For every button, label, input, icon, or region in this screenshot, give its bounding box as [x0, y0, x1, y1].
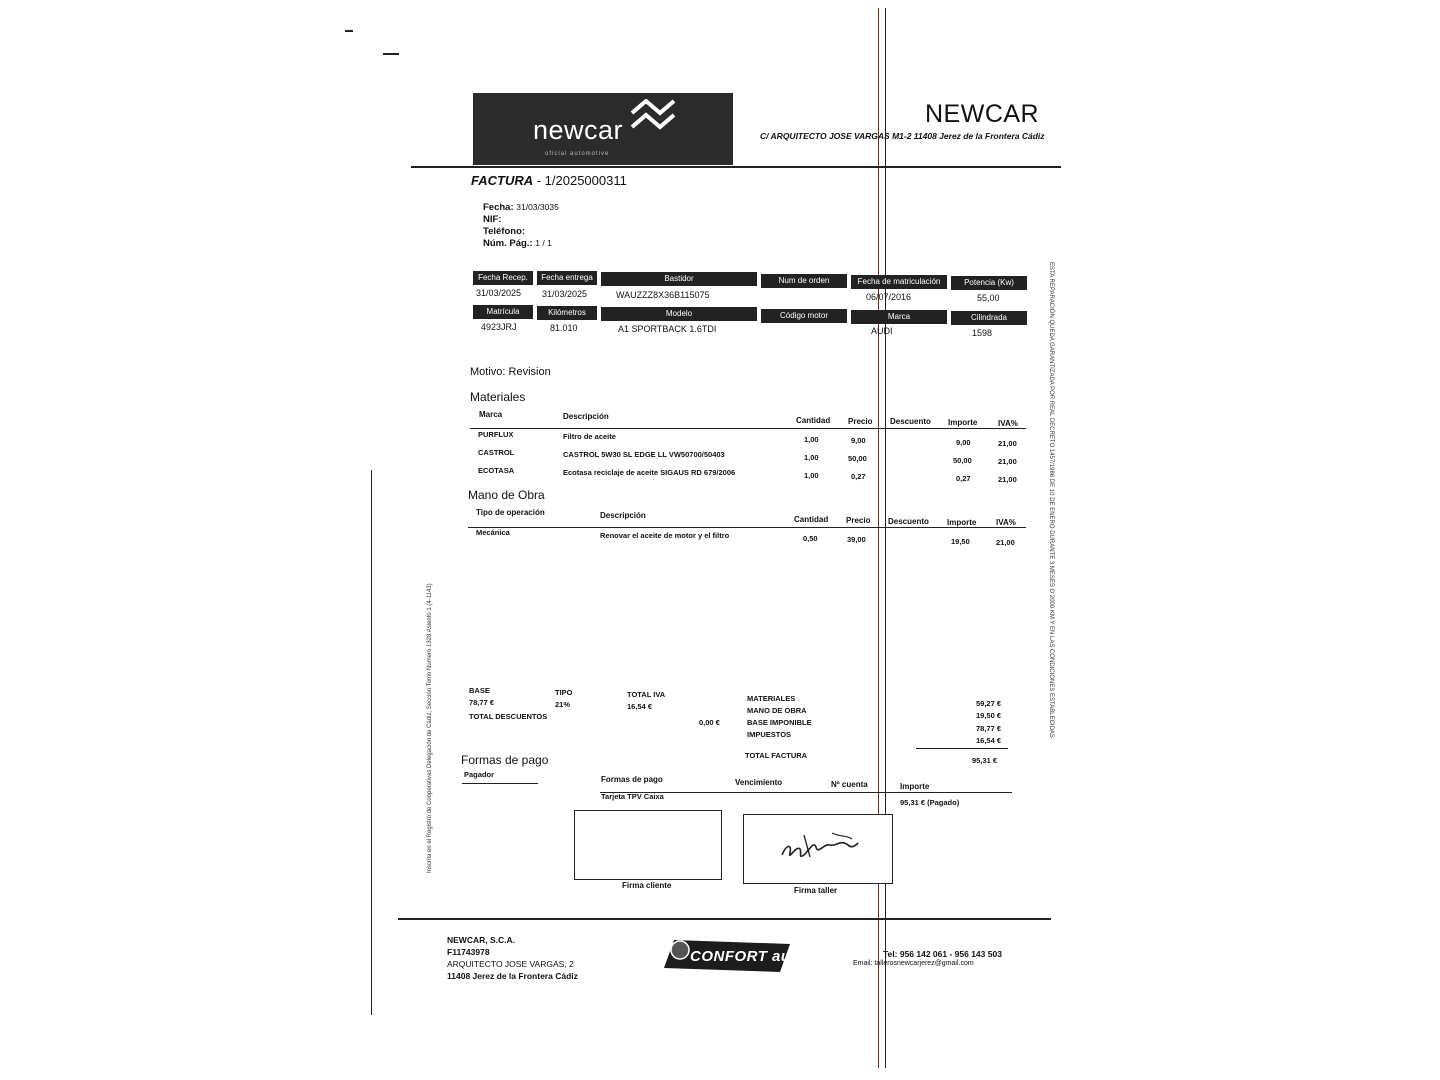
cell: CASTROL	[478, 448, 515, 457]
telefono-label: Teléfono:	[483, 226, 526, 237]
vehicle-value: 81.010	[550, 323, 578, 333]
base-label: BASE	[469, 686, 490, 695]
materiales-header: Descuento	[890, 417, 931, 426]
paginas-row	[483, 238, 552, 249]
total-descuentos-label: TOTAL DESCUENTOS	[469, 712, 548, 721]
materiales-divider	[470, 428, 1026, 429]
materiales-header: Descripción	[563, 412, 609, 421]
logo-tagline: oficial automotive	[545, 151, 610, 157]
summary-label: BASE IMPONIBLE	[747, 718, 812, 727]
vehicle-value: A1 SPORTBACK 1.6TDI	[618, 324, 717, 334]
total-factura-value: 95,31 €	[972, 756, 998, 765]
scan-mark	[345, 30, 353, 32]
logo-mark-icon	[630, 99, 676, 133]
vehicle-header: Fecha entrega	[537, 271, 597, 285]
materiales-title: Materiales	[470, 390, 526, 404]
side-note-left: Inscrita en el Registro de Cooperativas Delegación de Cádiz, Sección Tomo Número 1328 Asiento 1 (4-1143)	[427, 583, 433, 873]
footer-city: 11408 Jerez de la Frontera Cádiz	[447, 971, 578, 981]
vehicle-header: Código motor	[761, 309, 847, 323]
vehicle-header: Fecha de matriculación	[851, 275, 947, 289]
brand-name: NEWCAR	[925, 100, 1040, 128]
cell: 0,27	[851, 472, 866, 481]
cell: Ecotasa reciclaje de aceite SIGAUS RD 679/2006	[563, 468, 736, 477]
signature-icon	[744, 815, 892, 883]
paginas-label: Núm. Pág.:	[483, 238, 533, 249]
cell: Mecánica	[476, 528, 510, 537]
vehicle-value: 4923JRJ	[481, 322, 517, 332]
pago-header: Importe	[900, 782, 930, 791]
fecha-value: 31/03/3035	[516, 202, 559, 212]
vehicle-header: Bastidor	[601, 272, 757, 286]
newcar-logo	[473, 93, 733, 165]
pago-header: Formas de pago	[601, 775, 663, 784]
summary-value: 59,27 €	[976, 699, 1002, 708]
materiales-header: IVA%	[998, 419, 1018, 428]
total-descuentos-value: 0,00 €	[699, 718, 720, 727]
mano-obra-header: Importe	[947, 518, 977, 527]
cell: 21,00	[998, 439, 1017, 448]
firma-cliente-box	[574, 810, 722, 880]
tipo-label: TIPO	[555, 688, 573, 697]
summary-label: IMPUESTOS	[747, 730, 792, 739]
firma-cliente-label: Firma cliente	[622, 881, 672, 890]
cell: 9,00	[851, 436, 866, 445]
cell: 21,00	[998, 475, 1017, 484]
confort-auto-text: CONFORT auto	[690, 948, 806, 965]
company-address: C/ ARQUITECTO JOSE VARGAS M1-2 11408 Jerez de la Frontera Cádiz	[760, 131, 1045, 141]
mano-obra-header: Precio	[846, 516, 871, 525]
pago-importe: 95,31 € (Pagado)	[900, 798, 960, 807]
pago-header: Vencimiento	[735, 778, 783, 787]
footer-phone: Tel: 956 142 061 - 956 143 503	[883, 949, 1002, 959]
cell: PURFLUX	[478, 430, 514, 439]
vehicle-header: Matrícula	[473, 305, 533, 319]
cell: 9,00	[956, 438, 971, 447]
cell: 21,00	[998, 457, 1017, 466]
vehicle-value: WAUZZZ8X36B115075	[616, 290, 710, 300]
mano-obra-header: Tipo de operación	[476, 508, 545, 517]
vehicle-header: Fecha Recep.	[473, 271, 533, 285]
cell: 19,50	[951, 537, 970, 546]
total-iva-label: TOTAL IVA	[627, 690, 666, 699]
pago-header: Nº cuenta	[831, 780, 868, 789]
mano-obra-divider	[468, 527, 1026, 528]
base-value: 78,77 €	[469, 698, 495, 707]
summary-value: 78,77 €	[976, 724, 1002, 733]
invoice-number: - 1/2025000311	[533, 173, 627, 188]
pagador-label: Pagador	[464, 770, 495, 779]
cell: 1,00	[804, 453, 819, 462]
vehicle-value: 06/07/2016	[866, 292, 912, 302]
vehicle-header: Kilómetros	[537, 306, 597, 320]
footer-divider	[398, 918, 1051, 920]
vehicle-value: 31/03/2025	[542, 289, 588, 299]
cell: 39,00	[847, 535, 866, 544]
materiales-header: Marca	[479, 410, 503, 419]
mano-obra-header: Descripción	[600, 511, 646, 520]
motivo: Motivo: Revision	[470, 366, 551, 378]
summary-value: 19,50 €	[976, 711, 1002, 720]
tipo-value: 21%	[555, 700, 571, 709]
pago-forma: Tarjeta TPV Caixa	[601, 792, 664, 801]
scan-vertical-line	[371, 470, 372, 1015]
mano-obra-header: Descuento	[888, 517, 929, 526]
mano-obra-header: IVA%	[996, 518, 1016, 527]
footer-company	[447, 934, 578, 982]
footer-email: Email: tallerosnewcarjerez@gmail.com	[853, 960, 974, 967]
summary-value: 16,54 €	[976, 736, 1002, 745]
materiales-header: Importe	[948, 418, 978, 427]
footer-cif: F11743978	[447, 947, 490, 957]
cell: 1,00	[804, 471, 819, 480]
total-divider	[916, 748, 1008, 749]
footer-company-name: NEWCAR, S.C.A.	[447, 935, 515, 945]
total-factura-label: TOTAL FACTURA	[745, 751, 808, 760]
cell: 1,00	[804, 435, 819, 444]
pagador-divider	[462, 783, 538, 784]
header-divider	[411, 166, 1061, 168]
fecha-row	[483, 202, 559, 213]
firma-taller-label: Firma taller	[794, 886, 838, 895]
cell: CASTROL 5W30 SL EDGE LL VW50700/50403	[563, 450, 725, 459]
vehicle-value: AUDI	[871, 326, 893, 336]
cell: 21,00	[996, 538, 1015, 547]
invoice-title	[471, 173, 627, 188]
nif-label: NIF:	[483, 214, 502, 225]
vehicle-header: Cilindrada	[951, 311, 1027, 325]
vehicle-header: Marca	[851, 310, 947, 324]
vehicle-value: 1598	[972, 328, 993, 338]
materiales-header: Cantidad	[796, 416, 831, 425]
vehicle-value: 31/03/2025	[476, 288, 522, 298]
cell: 0,50	[803, 534, 818, 543]
mano-obra-header: Cantidad	[794, 515, 829, 524]
cell: ECOTASA	[478, 466, 515, 475]
total-iva-value: 16,54 €	[627, 702, 653, 711]
cell: Renovar el aceite de motor y el filtro	[600, 531, 730, 540]
pago-title: Formas de pago	[461, 753, 549, 767]
cell: 50,00	[848, 454, 867, 463]
fecha-label: Fecha:	[483, 202, 514, 213]
cell: 0,27	[956, 474, 971, 483]
paginas-value: 1 / 1	[535, 238, 552, 248]
summary-label: MANO DE OBRA	[747, 706, 807, 715]
logo-text: newcar	[533, 115, 624, 145]
side-note-right: ESTA REPARACIÓN QUEDA GARANTIZADA POR REAL DECRETO 1457/1986 DE 10 DE ENERO DURANTE 3 MESES O 2000 KM Y EN LAS CONDICIONES ESTABLECIDAS	[1048, 262, 1054, 738]
vehicle-header: Modelo	[601, 307, 757, 321]
summary-label: MATERIALES	[747, 694, 796, 703]
mano-obra-title: Mano de Obra	[468, 488, 545, 502]
cell: Filtro de aceite	[563, 432, 616, 441]
vehicle-value: 55,00	[977, 293, 1000, 303]
footer-street: ARQUITECTO JOSE VARGAS, 2	[447, 959, 574, 969]
firma-taller-box	[743, 814, 893, 884]
scan-mark	[383, 53, 399, 55]
vehicle-header: Num de orden	[761, 274, 847, 288]
materiales-header: Precio	[848, 417, 873, 426]
cell: 50,00	[953, 456, 972, 465]
invoice-label: FACTURA	[471, 173, 534, 188]
vehicle-header: Potencia (Kw)	[951, 276, 1027, 290]
